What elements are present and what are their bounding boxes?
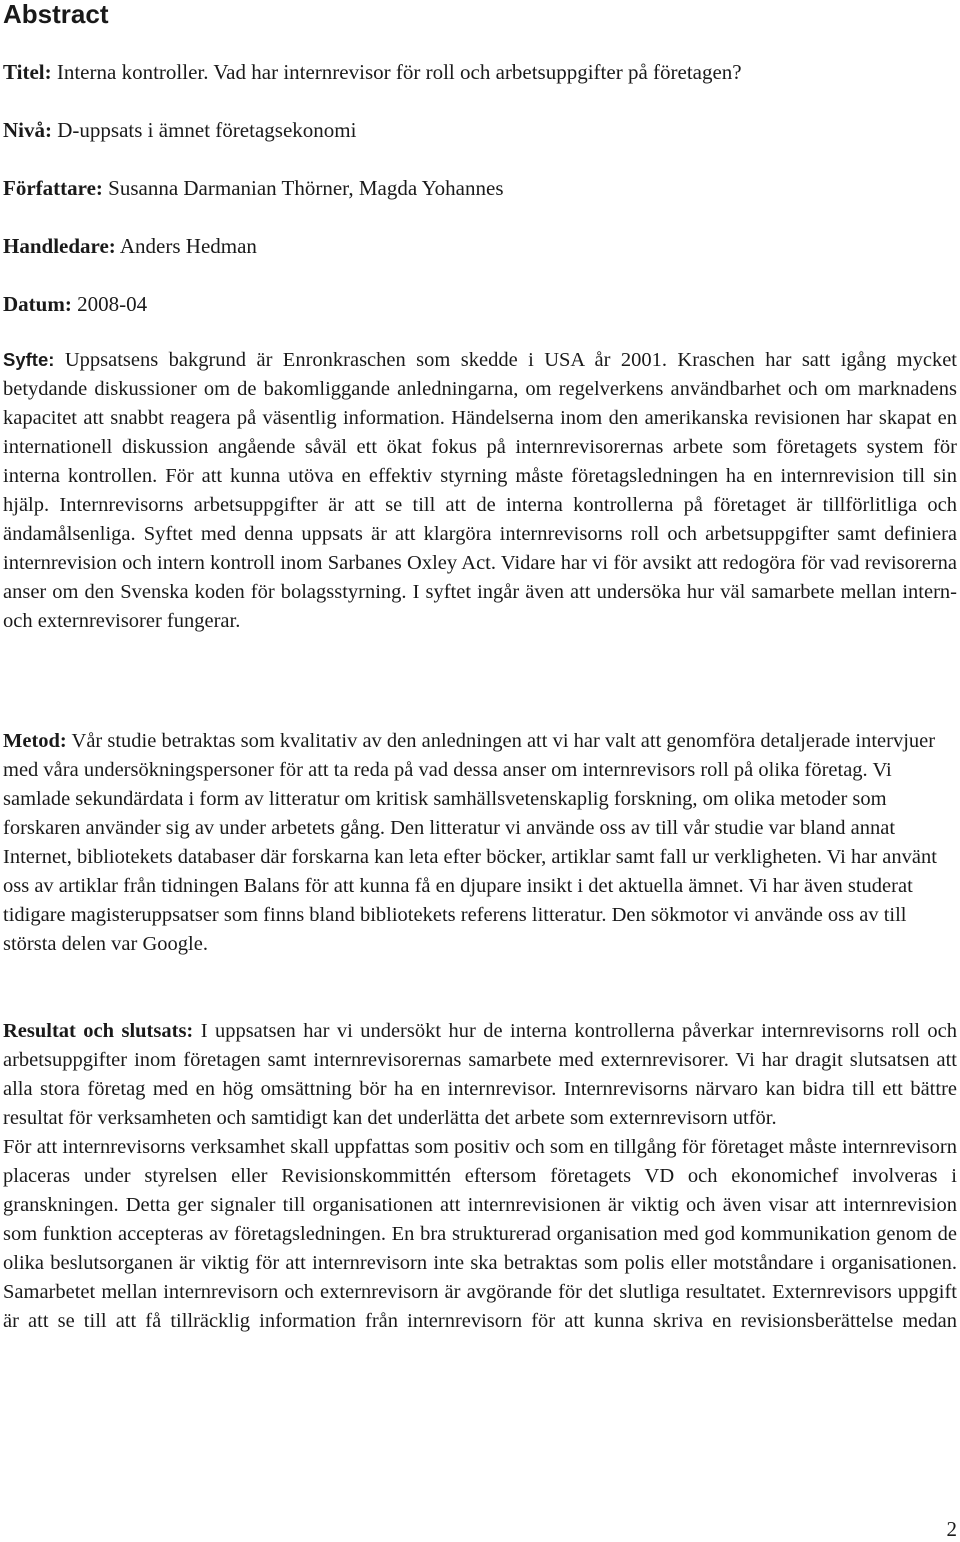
meta-supervisor xyxy=(3,233,257,259)
meta-level xyxy=(3,117,356,143)
results-paragraph xyxy=(3,1017,957,1133)
meta-title-value: Interna kontroller. Vad har internrevisor för roll och arbetsuppgifter på företagen? xyxy=(56,60,742,84)
meta-date-label: Datum: xyxy=(3,292,72,316)
meta-title-label: Titel: xyxy=(3,60,52,84)
meta-level-value: D-uppsats i ämnet företagsekonomi xyxy=(57,118,357,142)
purpose-lead: Uppsatsens bakgrund är Enronkraschen som skedde i USA år 2001. xyxy=(64,349,667,371)
method-text: Vår studie betraktas som kvalitativ av den anledningen att vi har valt att genomföra detaljerade intervjuer med våra undersökningspersoner för att ta reda på vad dessa anser om internrevisors roll på olika företag. Vi samlade sekundärdata i form av litteratur om kritisk samhällsvetenskaplig forskning, om olika metoder som forskaren använder sig av under arbetets gång. Den litteratur vi använde oss av till vår studie var bland annat Internet, bibliotekets databaser där forskarna kan leta efter böcker, artiklar samt fall ur verkligheten. Vi har använt oss av artiklar från tidningen Balans för att kunna få en djupare insikt i det aktuella ämnet. Vi har även studerat tidigare magisteruppsatser som finns bland bibliotekets referens litteratur. Den sökmotor vi använde oss av till största delen var Google. xyxy=(3,730,937,955)
meta-authors xyxy=(3,175,504,201)
method-label: Metod: xyxy=(3,730,67,752)
results-paragraph-2: För att internrevisorns verksamhet skall uppfattas som positiv och som en tillgång för företaget måste internrevisorn placeras under styrelsen eller Revisionskommittén eftersom företagets VD och ekonomichef involveras i granskningen. Detta ger signaler till organisationen att internrevisionen är viktig och även visar att internrevision som funktion accepteras av företagsledningen. En bra strukturerad organisation med god kommunikation genom de olika beslutsorganen är viktig för att internrevisorn inte ska betraktas som polis eller motståndare i organisationen. Samarbetet mellan internrevisorn och externrevisorn är avgörande för det slutliga resultatet. Externrevisors uppgift är att se till att få tillräcklig information från internrevisorn för att kunna skriva en revisionsberättelse medan xyxy=(3,1136,957,1332)
meta-date xyxy=(3,291,147,317)
purpose-text: Kraschen har satt igång mycket betydande diskussioner om de bakomliggande anledningarna, om regelverkens användbarhet och om marknadens kapacitet att snabbt reagera på väsentlig information. Händelserna inom den amerikanska revisionen har skapat en internationell diskussion angående såväl ett ökat fokus på internrevisorernas arbete som företagets system för interna kontrollen. För att kunna utöva en effektiv styrning måste företagsledningen ha en internrevision till sin hjälp. Internrevisorns arbetsuppgifter är att se till att de interna kontrollerna på företaget är tillförlitliga och ändamålsenliga. Syftet med denna uppsats är att klargöra internrevisorns roll och arbetsuppgifter samt definiera internrevision och intern kontroll inom Sarbanes Oxley Act. Vidare har vi för avsikt att redogöra för vad revisorerna anser om den Svenska koden för bolagsstyrning. I syftet ingår även att undersöka hur väl samarbete mellan intern- och externrevisorer fungerar. xyxy=(3,349,958,632)
meta-authors-label: Författare: xyxy=(3,176,103,200)
abstract-heading: Abstract xyxy=(3,0,109,29)
meta-level-label: Nivå: xyxy=(3,118,52,142)
purpose-paragraph xyxy=(3,345,957,636)
meta-title xyxy=(3,59,742,85)
meta-date-value: 2008-04 xyxy=(77,292,148,316)
results-text: I uppsatsen har vi undersökt hur de interna kontrollerna påverkar internrevisorns roll och arbetsuppgifter inom företagen samt internrevisorernas samarbete med externrevisorer. Vi har dragit slutsatsen att alla stora företag med en hög omsättning bör ha en internrevisor. Internrevisorns närvaro kan bidra till ett bättre resultat för verksamheten och samtidigt kan det underlätta det arbete som externrevisorn utför. xyxy=(3,1020,957,1129)
meta-authors-value: Susanna Darmanian Thörner, Magda Yohannes xyxy=(108,176,504,200)
results-label: Resultat och slutsats: xyxy=(3,1020,194,1042)
method-paragraph xyxy=(3,727,957,959)
page-number: 2 xyxy=(946,1517,957,1541)
meta-supervisor-value: Anders Hedman xyxy=(119,234,257,258)
purpose-label: Syfte: xyxy=(3,349,55,370)
results-section xyxy=(3,1017,957,1336)
meta-supervisor-label: Handledare: xyxy=(3,234,116,258)
